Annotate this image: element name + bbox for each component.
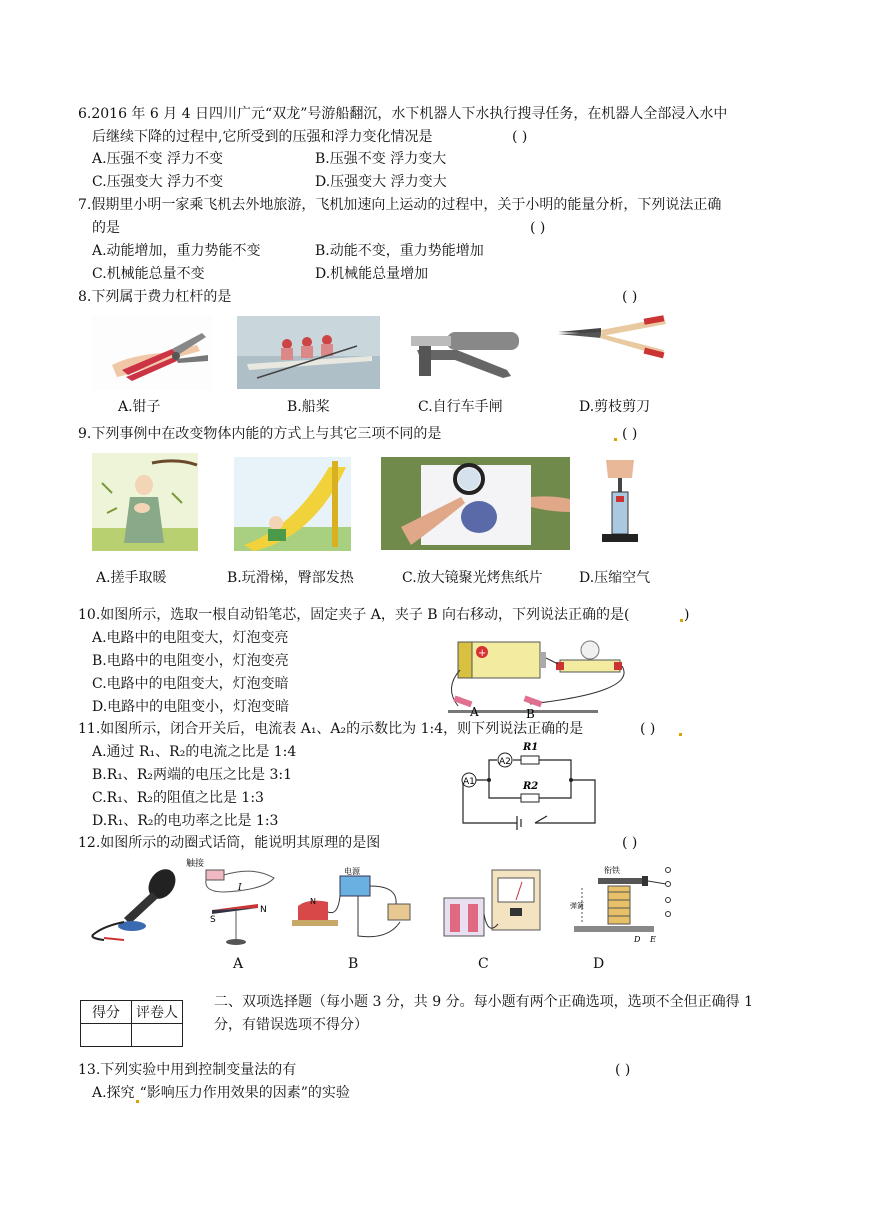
compress-air-image: [594, 456, 647, 548]
q6-option-a: A.压强不变 浮力不变: [92, 151, 224, 167]
magnet-n-label: N: [310, 897, 316, 906]
parallel-resistor-circuit-figure: [455, 738, 603, 830]
q9-answer-bracket: ( ): [622, 426, 638, 442]
magnifier-image: [381, 457, 570, 550]
rowing-boat-image: [237, 316, 380, 389]
slide-image: [234, 457, 351, 551]
clip-b-label: B: [526, 707, 535, 718]
svg-text:+: +: [478, 648, 487, 659]
q12-answer-bracket: ( ): [622, 835, 638, 851]
pliers-image: [92, 315, 212, 390]
q13-stem: 13.下列实验中用到控制变量法的有: [78, 1062, 297, 1078]
q8-caption-c: C.自行车手闸: [418, 399, 503, 415]
q11-answer-bracket: ( ): [640, 721, 656, 737]
section2-heading-line2: 分，有错误选项不得分）: [214, 1017, 368, 1033]
grader-cell[interactable]: [132, 1024, 183, 1047]
q6-option-b: B.压强不变 浮力变大: [315, 151, 447, 167]
q12-caption-b: B: [348, 956, 359, 972]
highlight-mark: [614, 438, 617, 441]
q7-option-d: D.机械能总量增加: [315, 266, 429, 282]
q11-option-c: C.R₁、R₂的阻值之比是 1:3: [92, 790, 264, 806]
power-source-label: 电源: [344, 867, 360, 876]
pruning-shears-image: [556, 312, 668, 362]
q6-option-d: D.压强变大 浮力变大: [315, 174, 447, 190]
q7-option-c: C.机械能总量不变: [92, 266, 205, 282]
q12-caption-d: D: [593, 956, 605, 972]
touch-label: 触接: [186, 859, 205, 869]
score-cell[interactable]: [81, 1024, 132, 1047]
q7-option-a: A.动能增加，重力势能不变: [92, 243, 261, 259]
relay-figure: [568, 864, 676, 944]
q10-option-c: C.电路中的电阻变大，灯泡变暗: [92, 676, 289, 692]
ammeter-a2-label: A2: [499, 757, 511, 767]
q10-option-a: A.电路中的电阻变大，灯泡变亮: [92, 630, 289, 646]
clip-a-label: A: [470, 705, 479, 718]
q9-caption-a: A.搓手取暖: [96, 570, 167, 586]
pencil-lead-circuit-figure: [440, 632, 640, 718]
q11-stem: 11.如图所示，闭合开关后，电流表 A₁、A₂的示数比为 1:4，则下列说法正确的是: [78, 721, 584, 737]
q8-caption-d: D.剪枝剪刀: [579, 399, 651, 415]
pole-s-label: S: [210, 915, 216, 925]
highlight-mark: [679, 733, 682, 736]
q13-option-a: [92, 1083, 350, 1103]
bike-brake-image: [407, 320, 524, 388]
q8-answer-bracket: ( ): [622, 289, 638, 305]
q11-option-d: D.R₁、R₂的电功率之比是 1:3: [92, 813, 279, 829]
q11-option-a: A.通过 R₁、R₂的电流之比是 1:4: [92, 744, 297, 760]
q12-caption-a: A: [233, 956, 244, 972]
rub-hands-image: [92, 453, 198, 551]
q10-stem: 10.如图所示，选取一根自动铅笔芯，固定夹子 A，夹子 B 向右移动，下列说法正确的是(: [78, 607, 630, 623]
grader-label: 评卷人: [132, 1001, 183, 1024]
q7-option-b: B.动能不变，重力势能增加: [315, 243, 484, 259]
highlight-mark: [680, 619, 683, 622]
q9-caption-d: D.压缩空气: [579, 570, 651, 586]
q6-option-c: C.压强变大 浮力不变: [92, 174, 224, 190]
score-table: [80, 1000, 183, 1047]
q8-caption-a: A.钳子: [118, 399, 161, 415]
q9-caption-c: C.放大镜聚光烤焦纸片: [402, 570, 543, 586]
q10-answer-bracket: ): [684, 607, 690, 623]
section2-heading-line1: 二、双项选择题（每小题 3 分，共 9 分。每小题有两个正确选项，选项不全但正确得 1: [214, 994, 753, 1010]
resistor-r2-label: R2: [523, 781, 539, 792]
q6-stem-line2: 后继续下降的过程中,它所受到的压强和浮力变化情况是: [92, 129, 433, 145]
q6-stem-line1: 6.2016 年 6 月 4 日四川广元“双龙”号游船翻沉，水下机器人下水执行搜寻任务，在机器人全部浸入水中: [78, 106, 728, 122]
q9-caption-b: B.玩滑梯，臀部发热: [227, 570, 354, 586]
resistor-r1-label: R1: [523, 742, 539, 753]
q9-stem: 9.下列事例中在改变物体内能的方式上与其它三项不同的是: [78, 426, 442, 442]
armature-label: 衔铁: [604, 866, 620, 875]
generator-figure: [436, 864, 546, 944]
oersted-experiment-figure: [184, 856, 282, 948]
q10-option-d: D.电路中的电阻变小，灯泡变暗: [92, 699, 290, 715]
q7-answer-bracket: ( ): [530, 220, 546, 236]
motor-principle-figure: [288, 866, 420, 944]
ammeter-a1-label: A1: [463, 777, 475, 787]
q8-stem: 8.下列属于费力杠杆的是: [78, 289, 232, 305]
highlight-mark: [136, 1100, 139, 1103]
current-label: I: [238, 883, 242, 893]
q7-stem-line1: 7.假期里小明一家乘飞机去外地旅游，飞机加速向上运动的过程中，关于小明的能量分析，下列说法正确: [78, 197, 722, 213]
q11-option-b: B.R₁、R₂两端的电压之比是 3:1: [92, 767, 293, 783]
q13-answer-bracket: ( ): [615, 1062, 631, 1078]
q12-stem: 12.如图所示的动圈式话筒，能说明其原理的是图: [78, 835, 381, 851]
microphone-image: [84, 866, 182, 944]
pole-n-label: N: [260, 905, 267, 915]
terminal-d-label: D: [634, 935, 641, 944]
q7-stem-line2: 的是: [92, 220, 120, 236]
q12-caption-c: C: [478, 956, 489, 972]
q8-caption-b: B.船桨: [287, 399, 330, 415]
spring-label: 弹簧: [570, 902, 584, 910]
q6-answer-bracket: ( ): [512, 129, 528, 145]
score-label: 得分: [81, 1001, 132, 1024]
q10-option-b: B.电路中的电阻变小，灯泡变亮: [92, 653, 289, 669]
q13-option-a-text: “影响压力作用效果的因素”的实验: [139, 1085, 350, 1101]
terminal-e-label: E: [650, 935, 656, 944]
q13-option-a-prefix: A.探究: [92, 1085, 135, 1101]
